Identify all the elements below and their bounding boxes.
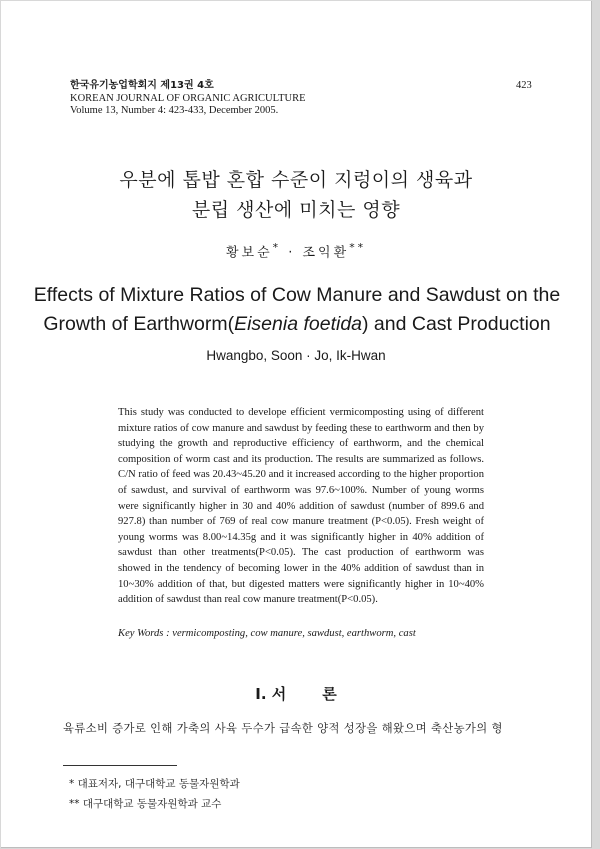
journal-issue: Volume 13, Number 4: 423-433, December 2005. (70, 105, 279, 116)
title-korean (1, 165, 591, 225)
author1-korean: 황보순 (225, 245, 273, 261)
footnote-divider (63, 765, 177, 766)
intro-paragraph: 육류소비 증가로 인해 가축의 사육 두수가 급속한 양적 성장을 해왔으며 축산농가의 형 (63, 722, 503, 735)
journal-english-name: KOREAN JOURNAL OF ORGANIC AGRICULTURE (70, 92, 306, 104)
authors-korean (1, 241, 591, 260)
journal-header (70, 80, 306, 118)
title-english-line2-end: ) and Cast Production (362, 313, 551, 335)
section-title-end: 론 (322, 685, 337, 703)
journal-korean-name: 한국유기농업학회지 제13권 4호 (70, 80, 214, 91)
paper-page (1, 1, 592, 848)
title-english-line2-start: Growth of Earthworm( (43, 313, 235, 335)
title-korean-line1: 우분에 톱밥 혼합 수준이 지렁이의 생육과 (119, 169, 473, 191)
author2-korean: 조익환 (302, 245, 350, 261)
species-name: Eisenia foetida (234, 313, 363, 335)
abstract: This study was conducted to develope efficient vermicomposting using of different mixture ratios of cow manure and sawdust by feeding these to earthworm and then by studying the growth and reproductive efficiency of earthworm, and the chemical composition of worm cast and its production. The results are summarized as follows. C/N ratio of feed was 20.43~45.20 and it increased according to the higher proportion of sawdust, and survival of earthworm was 97.6~100%. Number of young worms were significantly higher in 30 and 40% addition of sawdust (number of 899.6 and 927.8) than number of 769 of real cow manure treatment (P<0.05). Fresh weight of young worms was 8.00~14.35g and it was significantly higher in 40% addition of sawdust than other treatments(P<0.05). The cast production of earthworm was showed in the tendency of becoming lower in the 40% addition of sawdust than in 10~30% addition of that, but digested matters were significantly higher in 10~40% addition of sawdust than real cow manure treatment(P<0.05). (118, 407, 484, 606)
keywords: Key Words : vermicomposting, cow manure, sawdust, earthworm, cast (118, 628, 416, 639)
section-heading (1, 683, 591, 704)
author1-mark: * (272, 241, 282, 254)
author-separator: · (288, 245, 296, 261)
authors-english: Hwangbo, Soon · Jo, Ik-Hwan (206, 348, 386, 363)
footnotes (69, 774, 240, 814)
title-korean-line2: 분립 생산에 미치는 영향 (191, 199, 401, 221)
page-number: 423 (516, 80, 532, 91)
title-english-line1: Effects of Mixture Ratios of Cow Manure and Sawdust on the (33, 284, 561, 306)
author2-mark: ** (349, 241, 367, 254)
footnote-1: * 대표저자, 대구대학교 동물자원학과 (69, 778, 240, 790)
title-english (1, 281, 593, 339)
title-english-line2 (1, 310, 593, 339)
footnote-2: ** 대구대학교 동물자원학과 교수 (69, 798, 222, 810)
section-number: Ⅰ. 서 (255, 685, 287, 703)
